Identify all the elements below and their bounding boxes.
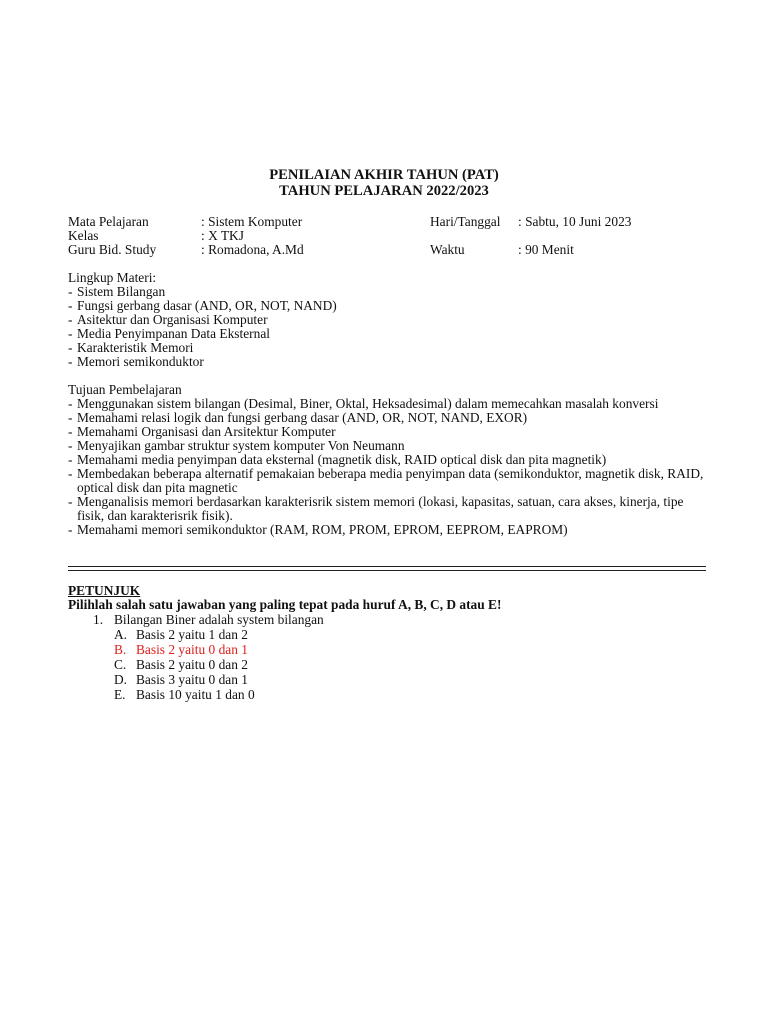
question-number: 1. <box>93 612 104 627</box>
option-letter: A. <box>114 627 128 642</box>
list-item: - Menyajikan gambar struktur system komputer Von Neumann <box>68 439 717 453</box>
doc-title: PENILAIAN AKHIR TAHUN (PAT) <box>269 167 499 183</box>
list-item: - Media Penyimpanan Data Eksternal <box>68 327 337 341</box>
list-item: - Memahami memori semikonduktor (RAM, ROM, PROM, EPROM, EEPROM, EAPROM) <box>68 523 717 537</box>
option-a <box>114 628 248 642</box>
info-label-date: Hari/Tanggal <box>430 214 501 229</box>
option-letter: D. <box>114 672 128 687</box>
info-label-teacher: Guru Bid. Study <box>68 242 157 257</box>
info-label-class: Kelas <box>68 228 99 243</box>
option-letter: E. <box>114 687 126 702</box>
option-c <box>114 658 248 672</box>
option-text: Basis 3 yaitu 0 dan 1 <box>136 672 248 687</box>
list-item: - Fungsi gerbang dasar (AND, OR, NOT, NAND) <box>68 299 337 313</box>
info-label-subject: Mata Pelajaran <box>68 214 149 229</box>
scope-list <box>68 285 337 369</box>
list-item: - Asitektur dan Organisasi Komputer <box>68 313 337 327</box>
list-item: - Memahami Organisasi dan Arsitektur Komputer <box>68 425 717 439</box>
divider-bottom <box>68 570 706 571</box>
info-value-date: : Sabtu, 10 Juni 2023 <box>518 214 632 229</box>
list-item: - Sistem Bilangan <box>68 285 337 299</box>
list-item: - Karakteristik Memori <box>68 341 337 355</box>
option-letter: B. <box>114 642 127 657</box>
instructions-text: Pilihlah salah satu jawaban yang paling tepat pada huruf A, B, C, D atau E! <box>68 597 502 612</box>
list-item: - Memahami media penyimpan data eksternal (magnetik disk, RAID optical disk dan pita magnetik) <box>68 453 717 467</box>
option-letter: C. <box>114 657 127 672</box>
option-d <box>114 673 248 687</box>
list-item: - Memori semikonduktor <box>68 355 337 369</box>
divider-top <box>68 566 706 567</box>
info-value-time: : 90 Menit <box>518 242 574 257</box>
goals-heading: Tujuan Pembelajaran <box>68 382 182 397</box>
info-value-teacher: : Romadona, A.Md <box>201 242 304 257</box>
list-item: - Membedakan beberapa alternatif pemakaian beberapa media penyimpan data (semikonduktor, magnetik disk, RAID, optical disk dan pita magnetic <box>68 467 717 495</box>
instructions-heading: PETUNJUK <box>68 583 141 598</box>
doc-subtitle: TAHUN PELAJARAN 2022/2023 <box>279 183 489 199</box>
question-text: Bilangan Biner adalah system bilangan <box>114 612 324 627</box>
info-value-subject: : Sistem Komputer <box>201 214 303 229</box>
scope-heading: Lingkup Materi: <box>68 270 157 285</box>
option-text: Basis 2 yaitu 1 dan 2 <box>136 627 248 642</box>
option-e <box>114 688 255 702</box>
option-text: Basis 2 yaitu 0 dan 1 <box>136 642 248 657</box>
list-item: - Memahami relasi logik dan fungsi gerbang dasar (AND, OR, NOT, NAND, EXOR) <box>68 411 717 425</box>
goals-list <box>68 397 717 537</box>
info-value-class: : X TKJ <box>201 228 244 243</box>
list-item: - Menggunakan sistem bilangan (Desimal, Biner, Oktal, Heksadesimal) dalam memecahkan masalah konversi <box>68 397 697 411</box>
option-b-highlighted <box>114 643 248 657</box>
list-item: - Menganalisis memori berdasarkan karakterisrik sistem memori (lokasi, kapasitas, satuan, cara akses, kinerja, tipe fisik, dan karakterisrik fisik). <box>68 495 702 523</box>
option-text: Basis 10 yaitu 1 dan 0 <box>136 687 255 702</box>
info-label-time: Waktu <box>430 242 465 257</box>
option-text: Basis 2 yaitu 0 dan 2 <box>136 657 248 672</box>
